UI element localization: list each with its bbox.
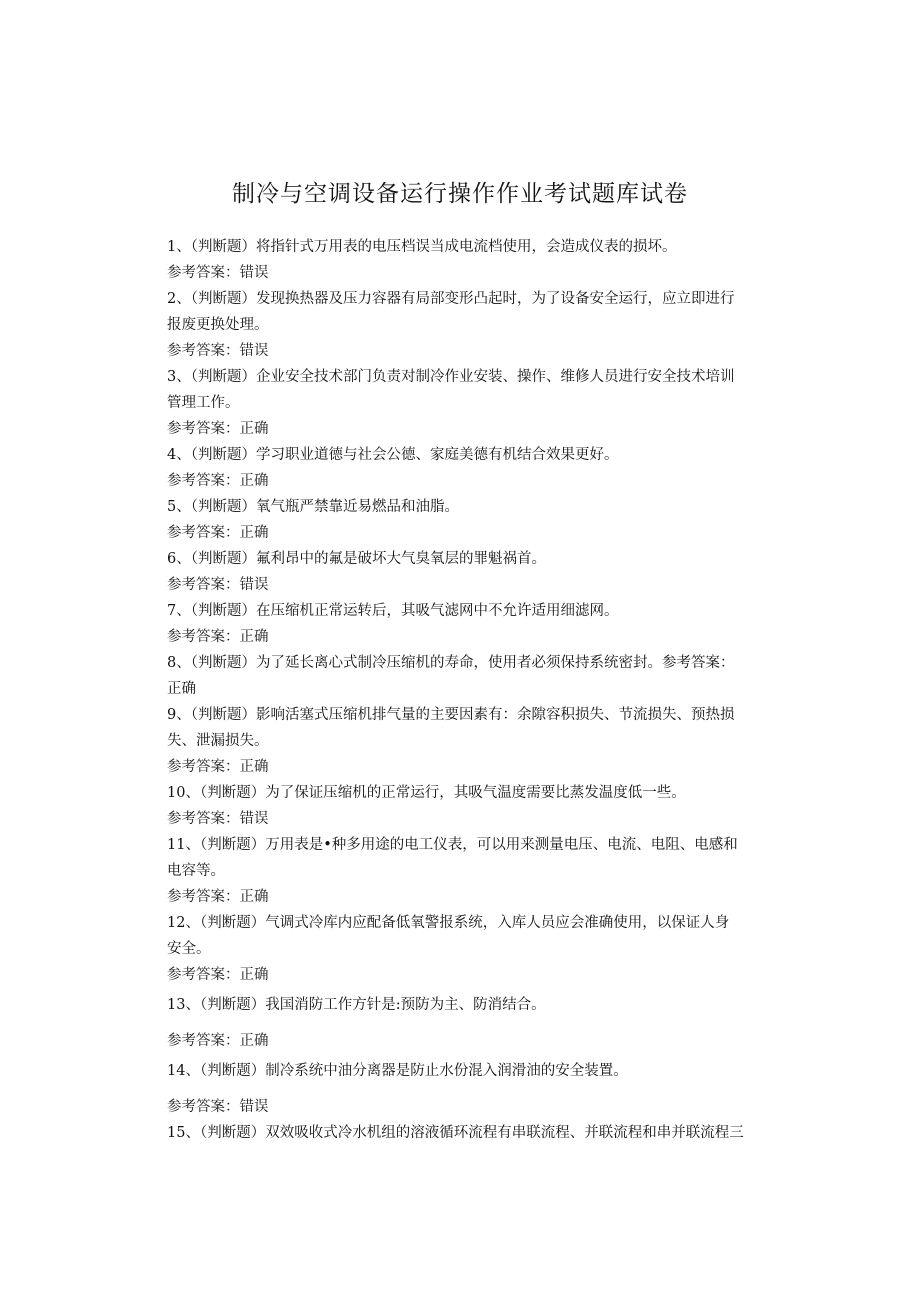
question-text: 1、（判断题）将指针式万用表的电压档误当成电流档使用，会造成仪表的损坏。 xyxy=(167,239,677,255)
question-text: 6、（判断题）氟利昂中的氟是破坏大气臭氧层的罪魁祸首。 xyxy=(167,551,546,567)
question-text: 7、（判断题）在压缩机正常运转后，其吸气滤网中不允许适用细滤网。 xyxy=(167,603,619,619)
question-text: 13、（判断题）我国消防工作方针是:预防为主、防消结合。 xyxy=(167,997,546,1013)
answer-text: 参考答案：正确 xyxy=(167,473,269,489)
spacer xyxy=(167,1018,759,1028)
question-text: 14、（判断题）制冷系统中油分离器是防止水份混入润滑油的安全装置。 xyxy=(167,1063,628,1079)
question-item xyxy=(167,992,759,1054)
question-item xyxy=(167,286,759,364)
question-text: 2、（判断题）发现换热器及压力容器有局部变形凸起时，为了设备安全运行，应立即进行 xyxy=(167,291,735,307)
question-text: 8、（判断题）为了延长离心式制冷压缩机的寿命，使用者必须保持系统密封。参考答案： xyxy=(167,655,735,671)
question-list xyxy=(167,234,759,1146)
question-text: 4、（判断题）学习职业道德与社会公德、家庭美德有机结合效果更好。 xyxy=(167,447,619,463)
question-item xyxy=(167,598,759,650)
question-item xyxy=(167,702,759,780)
answer-text: 参考答案：正确 xyxy=(167,525,269,541)
question-item xyxy=(167,494,759,546)
question-text-continued: 电容等。 xyxy=(167,863,225,879)
answer-text: 参考答案：正确 xyxy=(167,759,269,775)
question-text: 3、（判断题）企业安全技术部门负责对制冷作业安装、操作、维修人员进行安全技术培训 xyxy=(167,369,735,385)
question-item xyxy=(167,1058,759,1120)
answer-text: 参考答案：正确 xyxy=(167,421,269,437)
question-item xyxy=(167,364,759,442)
question-item xyxy=(167,910,759,988)
answer-text: 参考答案：正确 xyxy=(167,967,269,983)
question-text: 9、（判断题）影响活塞式压缩机排气量的主要因素有：余隙容积损失、节流损失、预热损 xyxy=(167,707,735,723)
answer-text: 参考答案：正确 xyxy=(167,889,269,905)
question-item xyxy=(167,234,759,286)
page-title: 制冷与空调设备运行操作作业考试题库试卷 xyxy=(232,181,688,207)
question-item xyxy=(167,650,759,702)
question-item xyxy=(167,832,759,910)
question-text: 11、（判断题）万用表是•种多用途的电工仪表，可以用来测量电压、电流、电阻、电感和 xyxy=(167,837,738,853)
question-text-continued: 正确 xyxy=(167,681,196,697)
question-text: 15、（判断题）双效吸收式冷水机组的溶液循环流程有串联流程、并联流程和串并联流程三 xyxy=(167,1125,744,1141)
question-text-continued: 报废更换处理。 xyxy=(167,317,269,333)
question-item xyxy=(167,442,759,494)
answer-text: 参考答案：错误 xyxy=(167,1099,269,1115)
question-item xyxy=(167,1120,759,1146)
question-text: 12、（判断题）气调式冷库内应配备低氧警报系统，入库人员应会准确使用，以保证人身 xyxy=(167,915,730,931)
question-text: 10、（判断题）为了保证压缩机的正常运行，其吸气温度需要比蒸发温度低一些。 xyxy=(167,785,686,801)
question-text: 5、（判断题）氧气瓶严禁靠近易燃品和油脂。 xyxy=(167,499,459,515)
question-text-continued: 失、泄漏损失。 xyxy=(167,733,269,749)
answer-text: 参考答案：错误 xyxy=(167,577,269,593)
answer-text: 参考答案：错误 xyxy=(167,265,269,281)
answer-text: 参考答案：正确 xyxy=(167,1033,269,1049)
question-item xyxy=(167,780,759,832)
question-text-continued: 管理工作。 xyxy=(167,395,240,411)
answer-text: 参考答案：错误 xyxy=(167,811,269,827)
spacer xyxy=(167,1084,759,1094)
question-item xyxy=(167,546,759,598)
question-text-continued: 安全。 xyxy=(167,941,211,957)
answer-text: 参考答案：正确 xyxy=(167,629,269,645)
answer-text: 参考答案：错误 xyxy=(167,343,269,359)
